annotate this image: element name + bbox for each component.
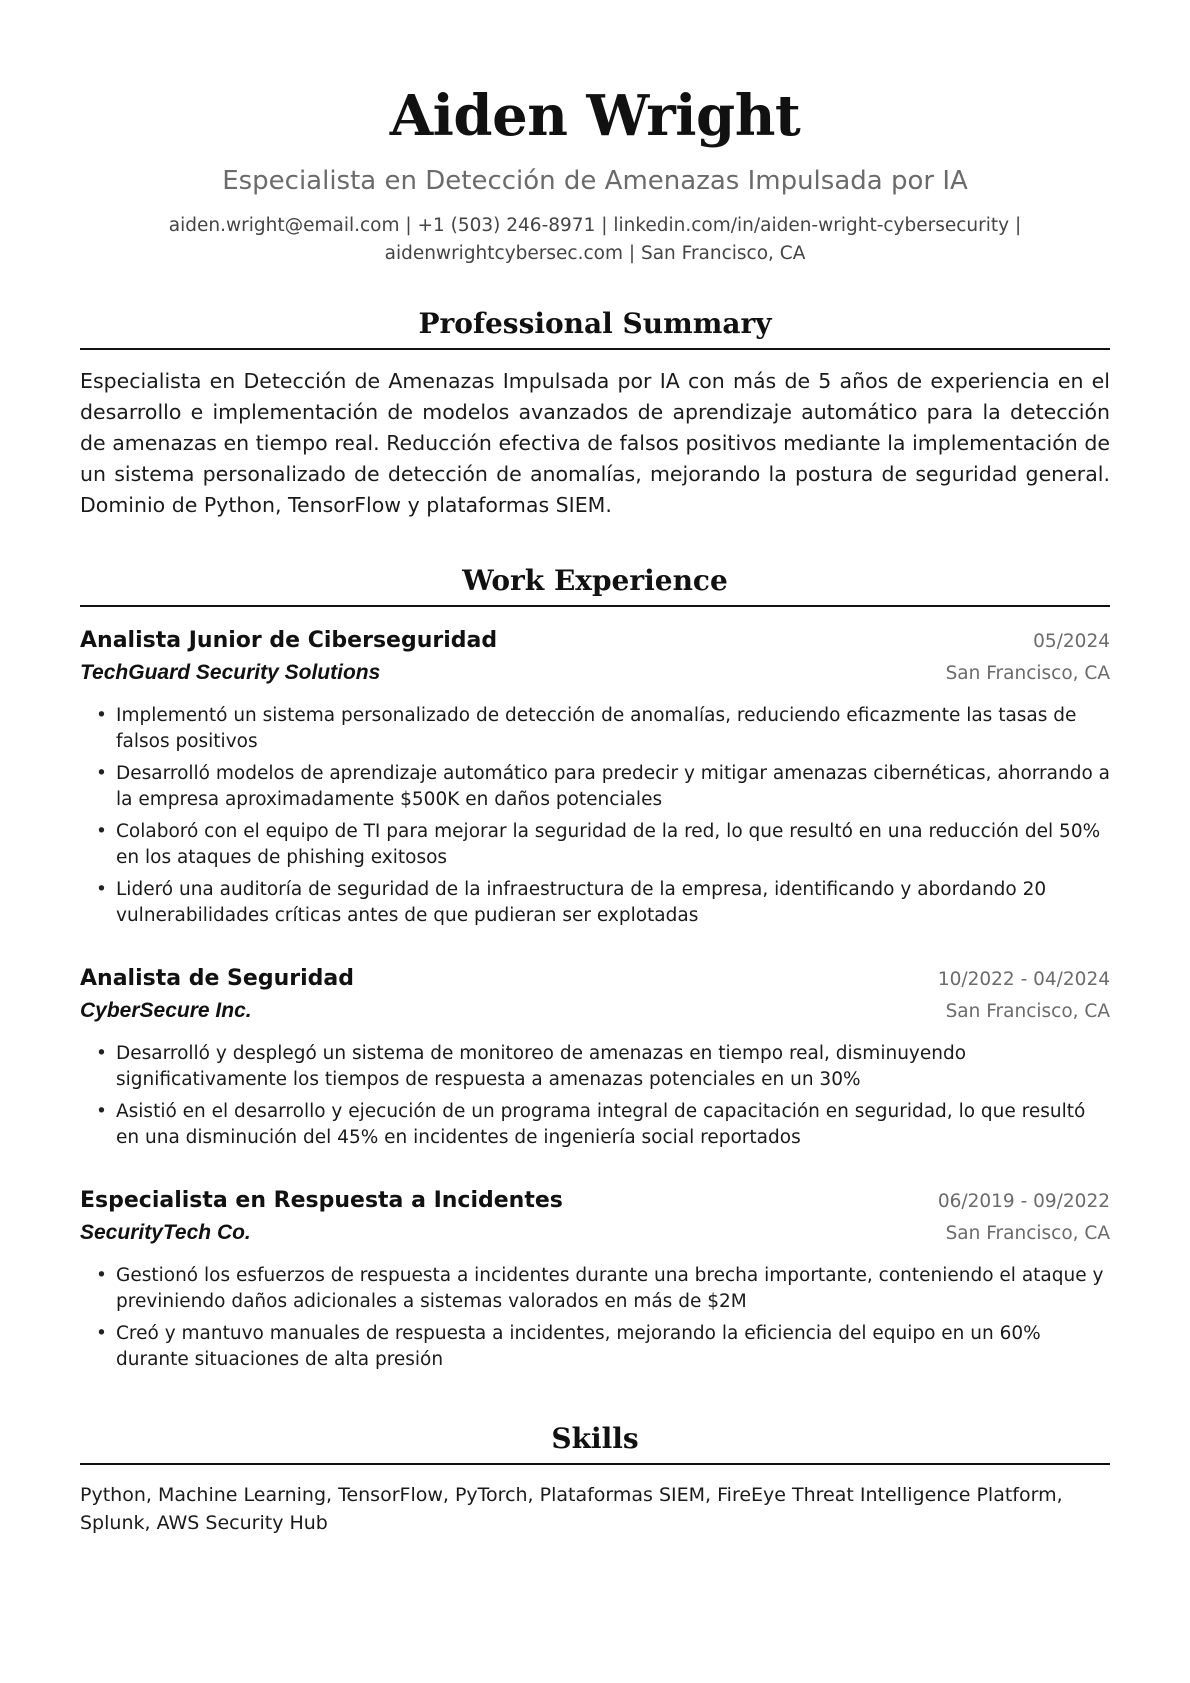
job-bullets [80,703,1110,929]
job-bullet: • Gestionó los esfuerzos de respuesta a incidentes durante una brecha importante, conteniendo el ataque y previniendo daños adicionales a sistemas valorados en más de $2M [116,1263,1110,1315]
company-name: TechGuard Security Solutions [80,661,381,684]
summary-section [80,306,1110,521]
summary-text: Especialista en Detección de Amenazas Impulsada por IA con más de 5 años de experiencia en el desarrollo e implementación de modelos avanzados de aprendizaje automático para la detección de amenazas en tiempo real. Reducción efectiva de falsos positivos mediante la implementación de un sistema personalizado de detección de anomalías, mejorando la postura de seguridad general. Dominio de Python, TensorFlow y plataformas SIEM. [80,369,1110,517]
job-subheader [80,995,1110,1027]
company-name: CyberSecure Inc. [80,999,252,1022]
job-entry [80,963,1110,1151]
company-name: SecurityTech Co. [80,1221,251,1244]
job-title: Analista Junior de Ciberseguridad [80,628,498,653]
job-title: Especialista en Respuesta a Incidentes [80,1188,563,1213]
job-bullet: • Desarrolló y desplegó un sistema de monitoreo de amenazas en tiempo real, disminuyendo significativamente los tiempos de respuesta a amenazas potenciales en un 30% [116,1041,1110,1093]
job-bullet: • Desarrolló modelos de aprendizaje automático para predecir y mitigar amenazas cibernéticas, ahorrando a la empresa aproximadamente $500K en daños potenciales [116,761,1110,813]
resume-header [80,0,1110,268]
job-subheader [80,1217,1110,1249]
job-entry [80,1185,1110,1373]
contact-line-2: aidenwrightcybersec.com | San Francisco, CA [384,243,806,264]
skills-text: Python, Machine Learning, TensorFlow, PyTorch, Plataformas SIEM, FireEye Threat Intelligence Platform, Splunk, AWS Security Hub [80,1484,1063,1534]
job-date: 10/2022 - 04/2024 [937,969,1110,990]
job-header [80,1185,1110,1217]
job-bullet: • Colaboró con el equipo de TI para mejorar la seguridad de la red, lo que resultó en una reducción del 50% en los ataques de phishing exitosos [116,819,1110,871]
job-title: Analista de Seguridad [80,966,354,991]
job-location: San Francisco, CA [945,1223,1110,1244]
skills-heading: Skills [80,1421,1110,1465]
experience-section [80,563,1110,1373]
contact-info [80,212,1110,268]
job-bullet: • Asistió en el desarrollo y ejecución de un programa integral de capacitación en seguridad, lo que resultó en una disminución del 45% en incidentes de ingeniería social reportados [116,1099,1110,1151]
skills-section [80,1421,1110,1537]
job-bullets [80,1041,1110,1151]
candidate-name: Aiden Wright [389,83,801,149]
job-date: 06/2019 - 09/2022 [937,1191,1110,1212]
job-header [80,625,1110,657]
candidate-role: Especialista en Detección de Amenazas Impulsada por IA [222,166,968,196]
job-bullet: • Implementó un sistema personalizado de detección de anomalías, reduciendo eficazmente las tasas de falsos positivos [116,703,1110,755]
job-subheader [80,657,1110,689]
experience-heading: Work Experience [80,563,1110,607]
job-date: 05/2024 [1033,631,1110,652]
job-header [80,963,1110,995]
summary-heading: Professional Summary [80,306,1110,350]
job-bullet: • Lideró una auditoría de seguridad de la infraestructura de la empresa, identificando y abordando 20 vulnerabilidades críticas antes de que pudieran ser explotadas [116,877,1110,929]
job-bullets [80,1263,1110,1373]
contact-line-1: aiden.wright@email.com | +1 (503) 246-8971 | linkedin.com/in/aiden-wright-cybersecurity | [168,215,1022,236]
job-bullet: • Creó y mantuvo manuales de respuesta a incidentes, mejorando la eficiencia del equipo en un 60% durante situaciones de alta presión [116,1321,1110,1373]
job-location: San Francisco, CA [945,1001,1110,1022]
job-location: San Francisco, CA [945,663,1110,684]
job-entry [80,625,1110,929]
